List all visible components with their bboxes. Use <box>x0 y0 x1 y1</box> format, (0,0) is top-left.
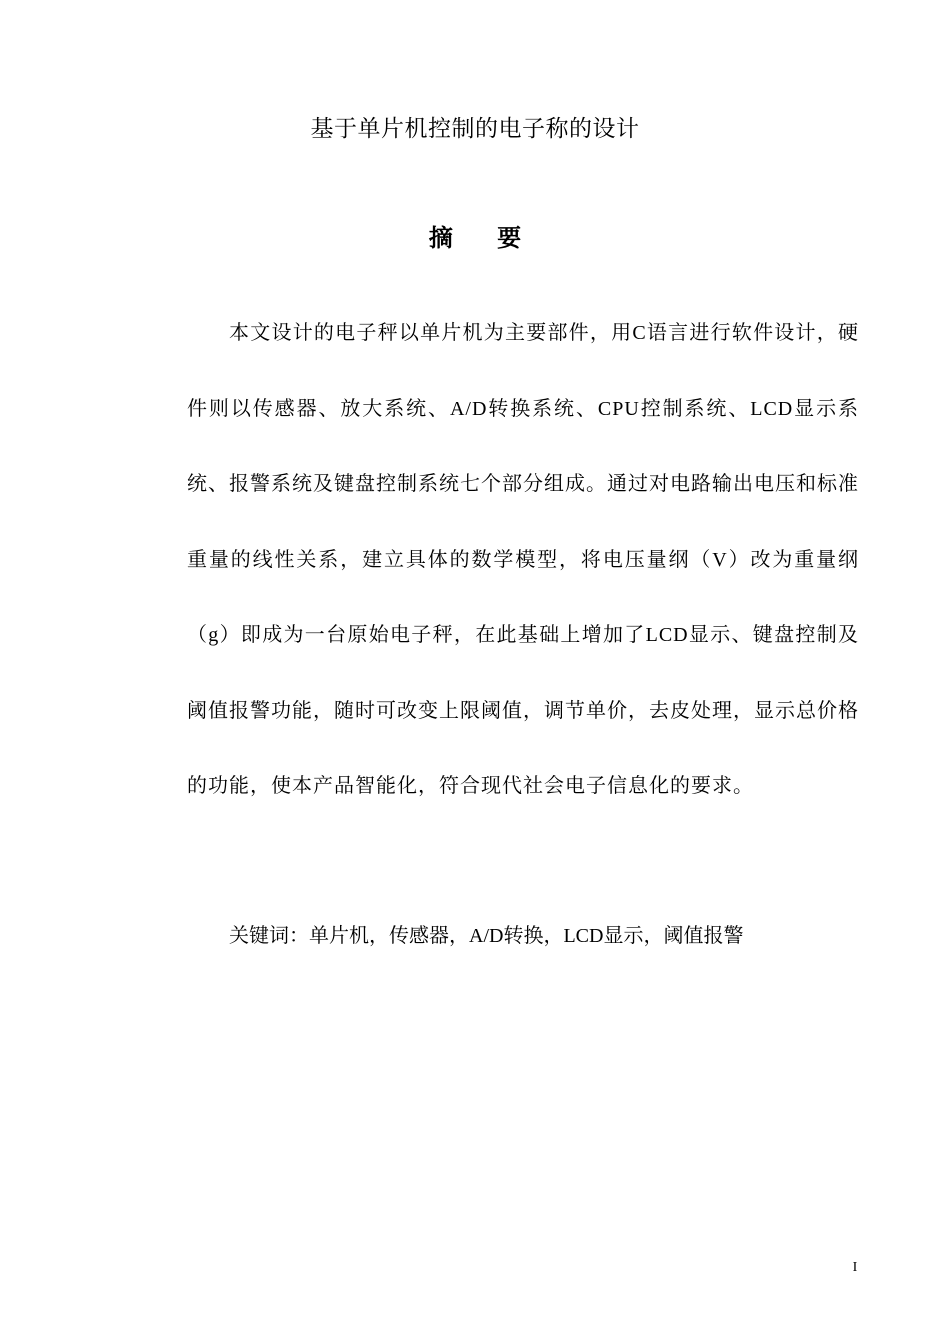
abstract-heading: 摘 要 <box>428 224 540 252</box>
keywords-label: 关键词： <box>229 923 309 947</box>
keywords-line <box>229 918 869 953</box>
document-title: 基于单片机控制的电子称的设计 <box>310 116 640 142</box>
abstract-paragraph: 本文设计的电子秤以单片机为主要部件，用C语言进行软件设计，硬件则以传感器、放大系统、A/D转换系统、CPU控制系统、LCD显示系统、报警系统及键盘控制系统七个部分组成。通过对电路输出电压和标准重量的线性关系，建立具体的数学模型，将电压量纲（V）改为重量纲（g）即成为一台原始电子秤，在此基础上增加了LCD显示、键盘控制及阈值报警功能，随时可改变上限阈值，调节单价，去皮处理，显示总价格的功能，使本产品智能化，符合现代社会电子信息化的要求。 <box>187 322 859 797</box>
page-number: I <box>852 1260 858 1275</box>
keywords-text: 单片机，传感器，A/D转换，LCD显示，阈值报警 <box>309 925 744 947</box>
